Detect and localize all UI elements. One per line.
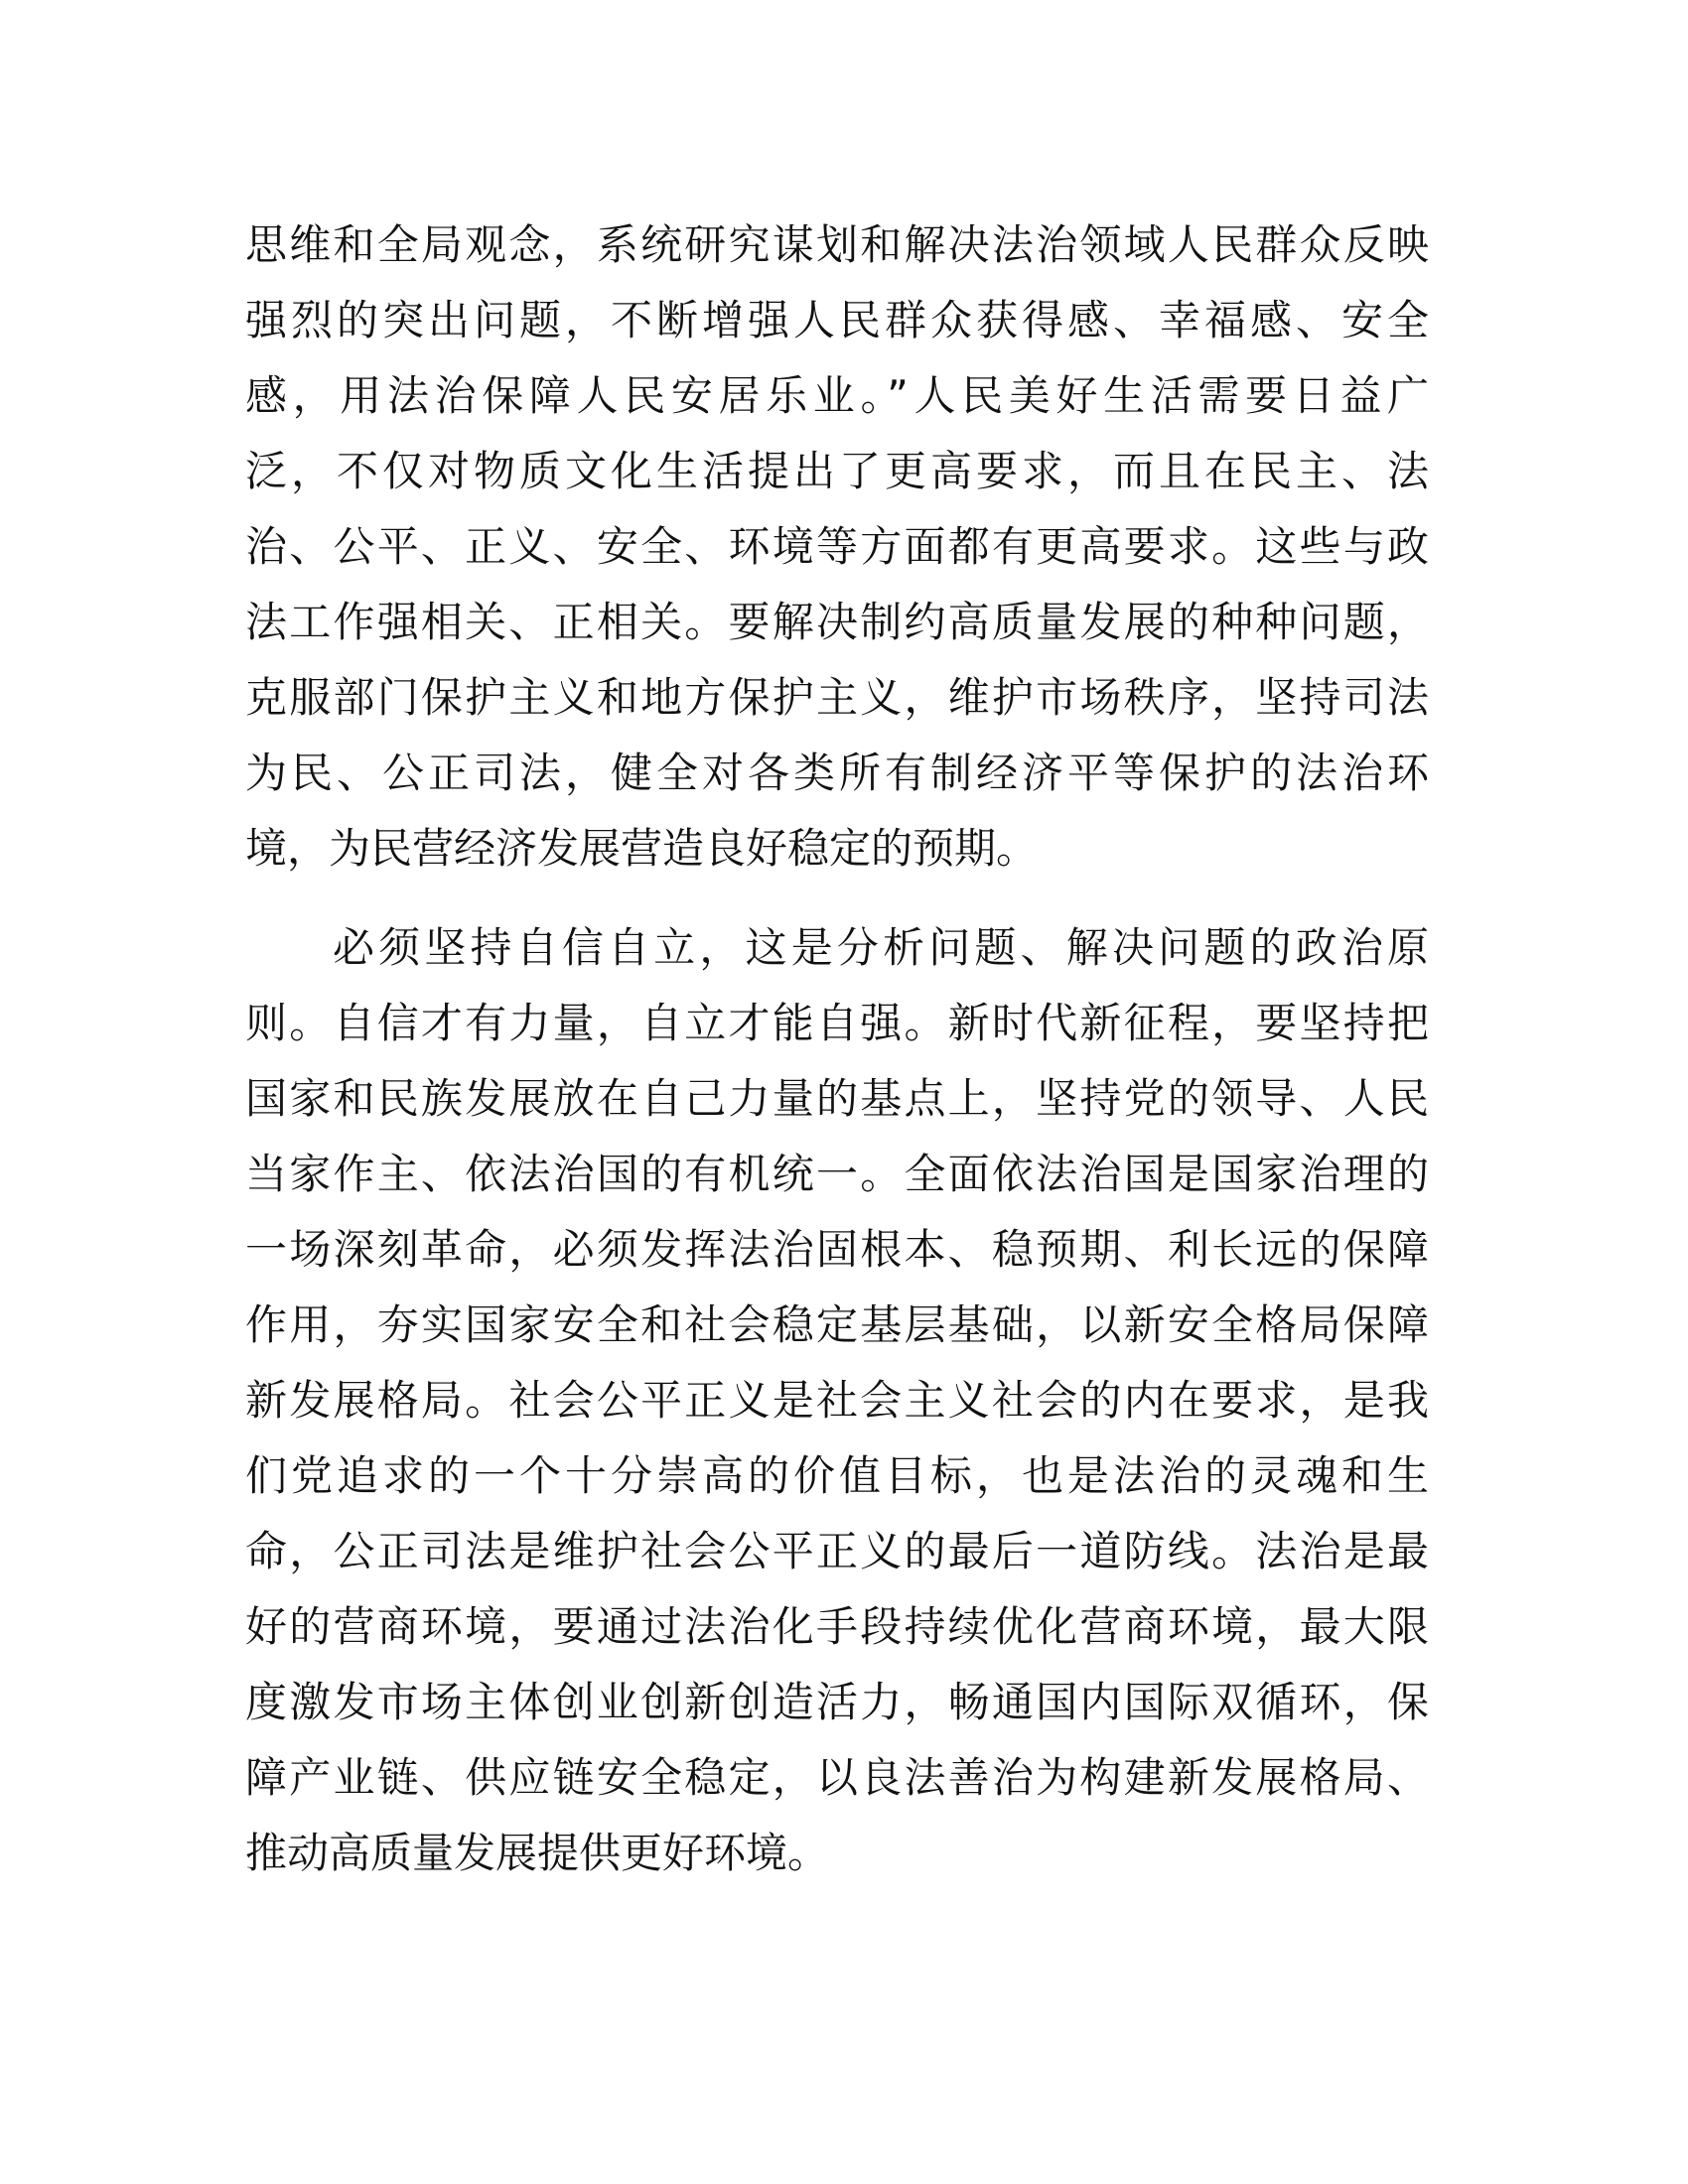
text-line: 治、公平、正义、安全、环境等方面都有更高要求。这些与政	[245, 522, 1429, 571]
text-line: 作用，夯实国家安全和社会稳定基层基础，以新安全格局保障	[245, 1300, 1429, 1349]
document-page	[245, 207, 1429, 1891]
text-line: 强烈的突出问题，不断增强人民群众获得感、幸福感、安全	[245, 296, 1429, 344]
paragraph	[245, 910, 1429, 1891]
text-line: 境，为民营经济发展营造良好稳定的预期。	[245, 824, 1039, 873]
text-line: 必须坚持自信自立，这是分析问题、解决问题的政治原	[333, 923, 1429, 972]
text-line: 克服部门保护主义和地方保护主义，维护市场秩序，坚持司法	[245, 673, 1429, 722]
text-line: 法工作强相关、正相关。要解决制约高质量发展的种种问题，	[245, 598, 1429, 646]
text-line: 感，用法治保障人民安居乐业。”人民美好生活需要日益广	[245, 371, 1429, 420]
text-line: 推动高质量发展提供更好环境。	[245, 1829, 830, 1877]
text-line: 命，公正司法是维护社会公平正义的最后一道防线。法治是最	[245, 1527, 1429, 1575]
text-line: 思维和全局观念，系统研究谋划和解决法治领域人民群众反映	[245, 220, 1429, 269]
text-line: 国家和民族发展放在自己力量的基点上，坚持党的领导、人民	[245, 1074, 1429, 1123]
text-line: 新发展格局。社会公平正义是社会主义社会的内在要求，是我	[245, 1376, 1429, 1425]
text-line: 们党追求的一个十分崇高的价值目标，也是法治的灵魂和生	[245, 1451, 1429, 1500]
text-line: 则。自信才有力量，自立才能自强。新时代新征程，要坚持把	[245, 999, 1429, 1047]
text-line: 泛，不仅对物质文化生活提出了更高要求，而且在民主、法	[245, 447, 1429, 495]
paragraph	[245, 207, 1429, 887]
text-line: 障产业链、供应链安全稳定，以良法善治为构建新发展格局、	[245, 1753, 1429, 1802]
text-line: 度激发市场主体创业创新创造活力，畅通国内国际双循环，保	[245, 1678, 1429, 1726]
text-line: 一场深刻革命，必须发挥法治固根本、稳预期、利长远的保障	[245, 1225, 1429, 1274]
text-line: 当家作主、依法治国的有机统一。全面依法治国是国家治理的	[245, 1150, 1429, 1198]
text-line: 好的营商环境，要通过法治化手段持续优化营商环境，最大限	[245, 1602, 1429, 1651]
text-line: 为民、公正司法，健全对各类所有制经济平等保护的法治环	[245, 749, 1429, 797]
